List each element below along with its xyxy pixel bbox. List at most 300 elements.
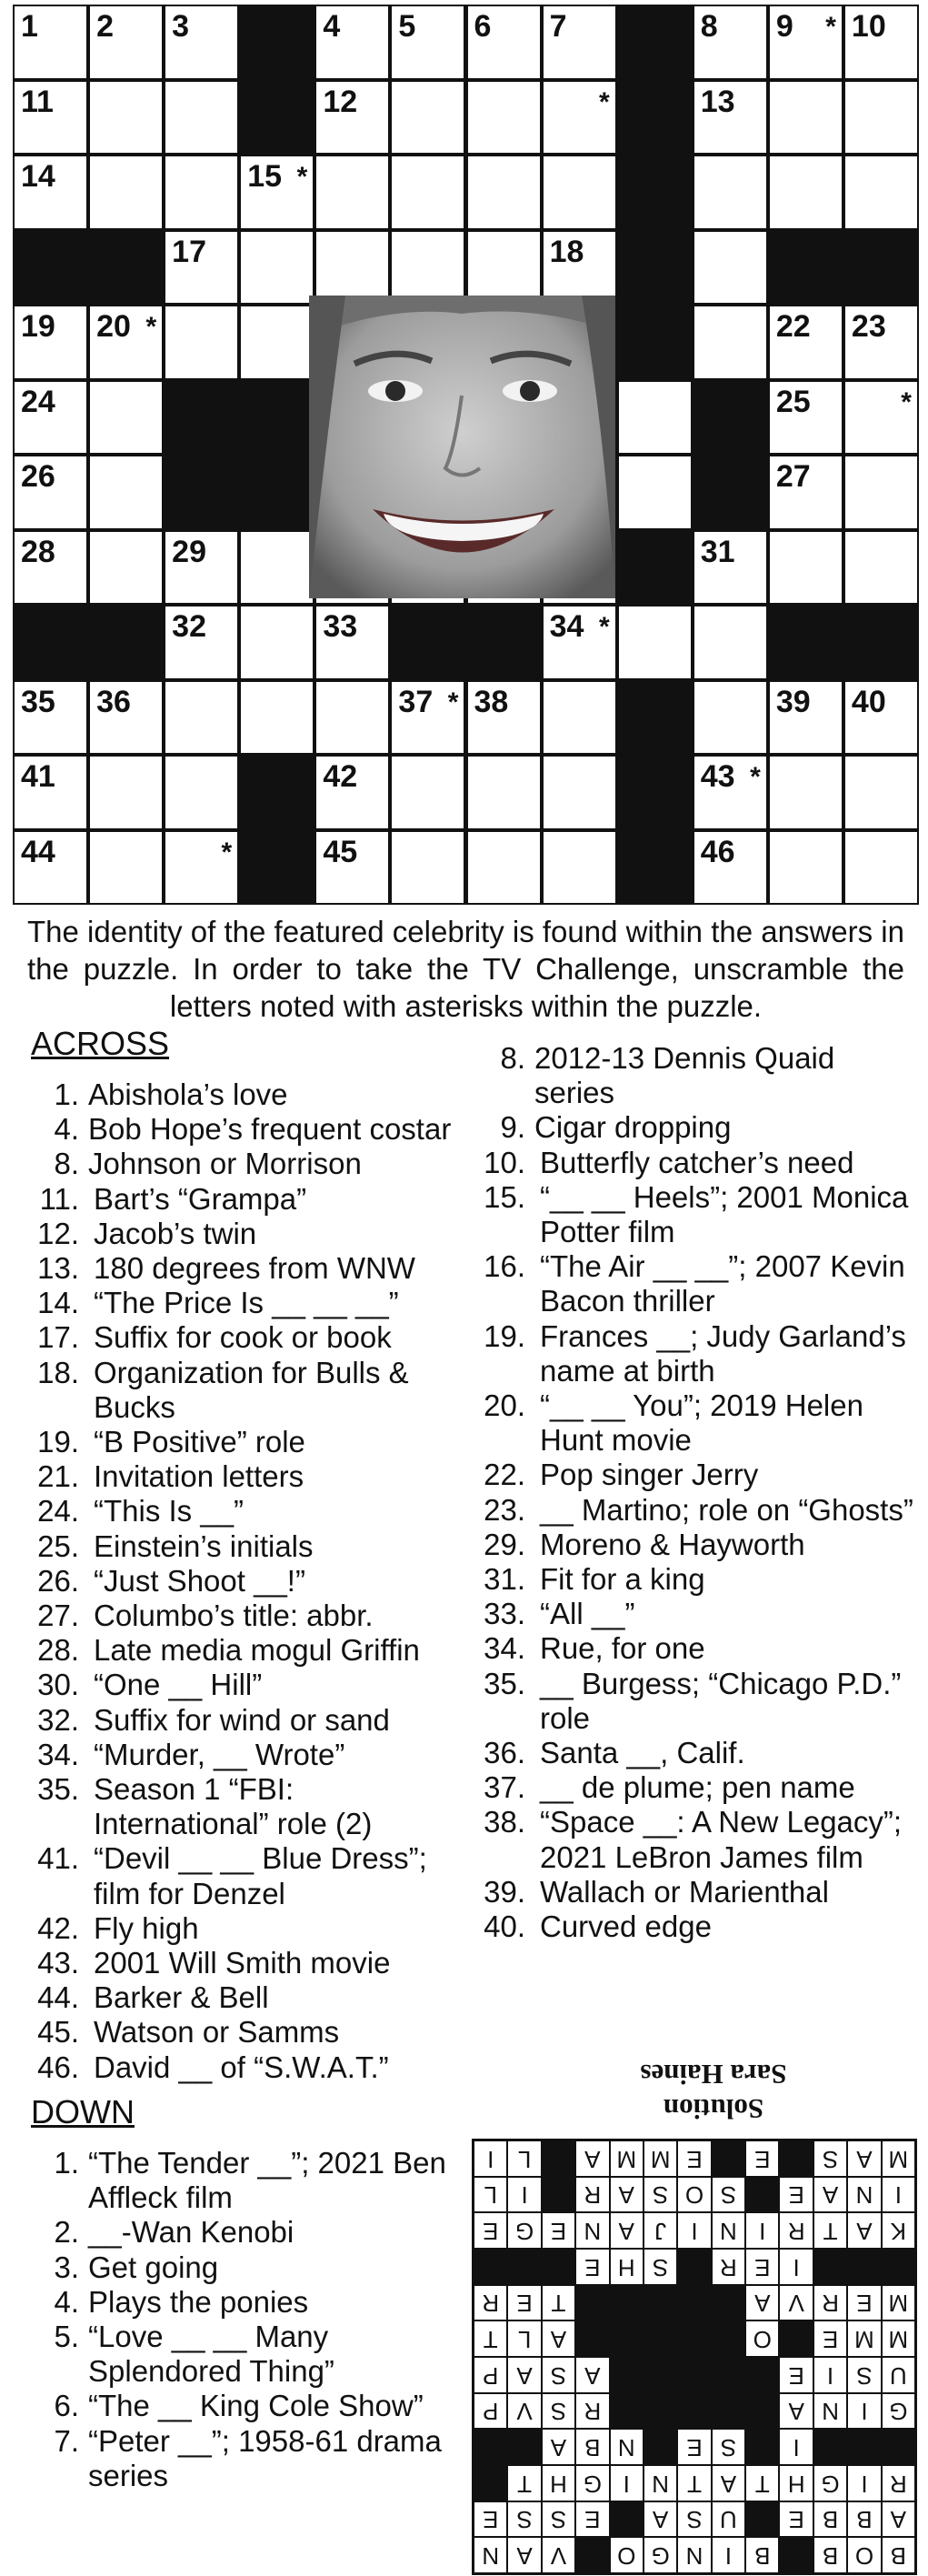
grid-cell[interactable]: [392, 757, 464, 828]
clue-number: 24: [21, 384, 55, 419]
clue-item: [31, 1494, 476, 1529]
clue-item-number: 8.: [54, 1147, 79, 1181]
clue-item: [31, 1946, 476, 1980]
grid-cell[interactable]: [845, 306, 917, 378]
grid-cell[interactable]: [90, 6, 162, 78]
clue-item-number: 33.: [484, 1597, 525, 1631]
solution-cell: T: [508, 2466, 540, 2501]
solution-cell: E: [678, 2430, 710, 2464]
clue-number: 17: [172, 234, 206, 269]
clue-number: 1: [21, 9, 38, 44]
clue-item-text: Get going: [88, 2250, 219, 2284]
clue-number: 46: [700, 834, 735, 869]
solution-cell: S: [543, 2358, 574, 2392]
clue-item: [477, 1388, 923, 1458]
solution-cell: G: [814, 2466, 846, 2501]
clue-number: 13: [700, 84, 735, 119]
clue-item-text: Bart’s “Grampa”: [94, 1181, 307, 1216]
grid-cell[interactable]: [316, 232, 388, 304]
grid-cell[interactable]: [845, 382, 917, 454]
clue-item-number: 22.: [484, 1458, 525, 1492]
across-clue-list: [31, 1078, 476, 2085]
solution-cell: A: [644, 2502, 676, 2537]
grid-cell[interactable]: [165, 82, 237, 154]
grid-cell[interactable]: [770, 682, 842, 754]
clue-item-text: Moreno & Hayworth: [540, 1527, 805, 1561]
clue-item-number: 34.: [484, 1631, 525, 1666]
grid-cell[interactable]: [544, 832, 615, 904]
grid-cell[interactable]: [316, 82, 388, 154]
clue-item: [477, 1667, 923, 1736]
grid-cell[interactable]: [241, 606, 313, 678]
solution-cell: I: [780, 2430, 812, 2464]
grid-cell[interactable]: [90, 532, 162, 604]
clue-item: [477, 1041, 923, 1110]
solution-cell: S: [543, 2394, 574, 2429]
clue-item: [31, 1459, 476, 1494]
clue-number: 25: [775, 384, 811, 419]
solution-cell: T: [746, 2466, 778, 2501]
clue-item: [31, 1112, 476, 1147]
clue-item-number: 6.: [54, 2389, 79, 2423]
clue-item: [477, 1146, 923, 1180]
clue-item-number: 11.: [39, 1181, 79, 1216]
grid-cell[interactable]: [392, 682, 464, 754]
clue-item-number: 30.: [37, 1668, 79, 1702]
down-heading: DOWN: [31, 2092, 135, 2130]
clue-item: [31, 1841, 476, 1910]
grid-cell[interactable]: [770, 156, 842, 228]
clue-item-text: __-Wan Kenobi: [88, 2215, 294, 2250]
grid-cell[interactable]: [770, 456, 842, 528]
clue-item-number: 15.: [484, 1179, 525, 1214]
solution-cell: A: [576, 2358, 608, 2392]
clue-item-number: 38.: [484, 1805, 525, 1839]
solution-cell: B: [576, 2430, 608, 2464]
grid-cell[interactable]: [165, 156, 237, 228]
clue-item: [477, 1770, 923, 1805]
clue-item: [31, 2389, 476, 2423]
grid-cell[interactable]: [15, 832, 86, 904]
clue-item: [31, 2215, 476, 2250]
clue-item: [477, 1562, 923, 1597]
grid-cell[interactable]: [165, 757, 237, 828]
grid-cell[interactable]: [90, 757, 162, 828]
grid-cell[interactable]: [845, 682, 917, 754]
solution-cell: A: [780, 2394, 812, 2429]
clue-item-text: 2012-13 Dennis Quaid series: [534, 1041, 835, 1110]
solution-cell: R: [814, 2286, 846, 2320]
clue-item-number: 12.: [37, 1216, 79, 1250]
clue-number: 34: [549, 609, 584, 644]
grid-cell[interactable]: [619, 606, 691, 678]
solution-cell: N: [644, 2466, 676, 2501]
clue-number: 15: [247, 159, 283, 194]
grid-cell[interactable]: [468, 232, 540, 304]
grid-cell[interactable]: [845, 532, 917, 604]
clue-number: 11: [21, 84, 54, 119]
clue-item-number: 46.: [37, 2050, 79, 2084]
clue-number: 2: [96, 9, 114, 44]
clue-number: 29: [172, 534, 206, 569]
clue-item-number: 39.: [484, 1874, 525, 1909]
grid-cell[interactable]: [15, 757, 86, 828]
clue-number: 10: [851, 9, 886, 44]
solution-cell: R: [883, 2466, 914, 2501]
grid-cell[interactable]: [468, 6, 540, 78]
clue-item: [477, 1528, 923, 1562]
grid-cell[interactable]: [165, 606, 237, 678]
clue-item-number: 43.: [37, 1946, 79, 1980]
clue-item-number: 41.: [37, 1841, 79, 1876]
clue-item-text: “__ __ You”; 2019 Helen Hunt movie: [540, 1388, 863, 1458]
grid-cell[interactable]: [392, 832, 464, 904]
clue-number: 23: [851, 309, 886, 344]
grid-cell[interactable]: [845, 757, 917, 828]
clue-item-text: __ Martino; role on “Ghosts”: [540, 1492, 913, 1527]
grid-cell[interactable]: [241, 156, 313, 228]
grid-cell[interactable]: [15, 6, 86, 78]
solution-cell: M: [644, 2141, 676, 2176]
grid-cell[interactable]: [90, 832, 162, 904]
grid-cell[interactable]: [15, 382, 86, 454]
solution-cell: V: [508, 2394, 540, 2429]
clue-number: 28: [21, 534, 55, 569]
grid-cell[interactable]: [845, 456, 917, 528]
grid-cell[interactable]: [694, 757, 766, 828]
clue-item-number: 1.: [54, 2145, 79, 2180]
clue-number: 19: [21, 309, 55, 344]
clue-item-text: 2001 Will Smith movie: [94, 1946, 391, 1980]
clue-item-text: “Love __ __ Many Splendored Thing”: [88, 2319, 334, 2389]
grid-cell[interactable]: [770, 532, 842, 604]
solution-cell: A: [746, 2286, 778, 2320]
grid-cell[interactable]: [15, 682, 86, 754]
clue-number: 6: [474, 9, 492, 44]
solution-cell: I: [883, 2178, 914, 2212]
solution-cell: M: [883, 2141, 914, 2176]
grid-cell[interactable]: [90, 682, 162, 754]
clue-item-text: Season 1 “FBI: International” role (2): [94, 1772, 373, 1841]
clue-item-text: 180 degrees from WNW: [94, 1251, 415, 1286]
solution-cell: A: [576, 2141, 608, 2176]
clue-item-text: Rue, for one: [540, 1631, 705, 1666]
grid-cell[interactable]: [544, 156, 615, 228]
grid-cell[interactable]: [544, 757, 615, 828]
grid-cell[interactable]: [165, 306, 237, 378]
solution-cell: E: [678, 2141, 710, 2176]
grid-cell[interactable]: [15, 82, 86, 154]
grid-cell[interactable]: [770, 306, 842, 378]
grid-cell[interactable]: [316, 757, 388, 828]
grid-cell[interactable]: [90, 456, 162, 528]
clue-item: [31, 1980, 476, 2015]
grid-cell[interactable]: [694, 306, 766, 378]
grid-cell[interactable]: [468, 757, 540, 828]
grid-cell[interactable]: [619, 382, 691, 454]
grid-cell[interactable]: [544, 606, 615, 678]
grid-cell[interactable]: [316, 6, 388, 78]
grid-cell[interactable]: [165, 232, 237, 304]
grid-cell[interactable]: [544, 682, 615, 754]
clue-number: 20: [96, 309, 131, 344]
clue-item-number: 40.: [484, 1909, 525, 1944]
grid-cell[interactable]: [468, 832, 540, 904]
clue-number: 3: [172, 9, 190, 44]
clue-item: [31, 2015, 476, 2050]
clue-item-number: 27.: [37, 1599, 79, 1633]
grid-cell[interactable]: [544, 82, 615, 154]
solution-cell: S: [713, 2430, 744, 2464]
grid-cell[interactable]: [694, 832, 766, 904]
clue-item: [31, 1529, 476, 1564]
solution-grid: [472, 2139, 917, 2575]
clue-item: [31, 1078, 476, 1112]
solution-cell: P: [474, 2358, 506, 2392]
clue-item-number: 19.: [37, 1425, 79, 1459]
asterisk-marker: *: [901, 386, 912, 417]
clue-item: [31, 1251, 476, 1286]
clue-item: [477, 1631, 923, 1666]
grid-cell[interactable]: [241, 532, 313, 604]
solution-cell: E: [576, 2250, 608, 2284]
solution-cell: P: [474, 2394, 506, 2429]
clue-item: [31, 2320, 476, 2389]
solution-cell: O: [746, 2321, 778, 2356]
clue-item-text: Butterfly catcher’s need: [540, 1145, 854, 1179]
grid-cell[interactable]: [316, 606, 388, 678]
clue-item-number: 28.: [37, 1633, 79, 1668]
solution-cell: H: [611, 2250, 643, 2284]
clue-number: 37: [398, 684, 434, 719]
solution-cell: G: [883, 2394, 914, 2429]
solution-cell: A: [713, 2466, 744, 2501]
grid-cell[interactable]: [90, 82, 162, 154]
grid-cell[interactable]: [770, 382, 842, 454]
clue-item-text: Frances __; Judy Garland’s name at birth: [540, 1318, 906, 1388]
clue-item-text: Organization for Bulls & Bucks: [94, 1355, 409, 1424]
grid-cell[interactable]: [468, 82, 540, 154]
clue-number: 26: [21, 459, 55, 494]
grid-cell[interactable]: [165, 6, 237, 78]
clue-item-number: 42.: [37, 1910, 79, 1945]
clue-item-text: Late media mogul Griffin: [94, 1633, 420, 1668]
grid-cell[interactable]: [845, 156, 917, 228]
clue-item-text: “The Tender __”; 2021 Ben Affleck film: [88, 2145, 446, 2215]
solution-cell: T: [474, 2321, 506, 2356]
solution-cell: B: [814, 2538, 846, 2572]
grid-cell[interactable]: [694, 682, 766, 754]
solution-cell: H: [543, 2466, 574, 2501]
clue-number: 4: [323, 9, 341, 44]
solution-cell: R: [576, 2394, 608, 2429]
clue-item-number: 35.: [37, 1772, 79, 1807]
clue-item-number: 19.: [484, 1318, 525, 1353]
grid-cell[interactable]: [694, 532, 766, 604]
grid-cell[interactable]: [694, 82, 766, 154]
grid-cell[interactable]: [316, 832, 388, 904]
grid-cell[interactable]: [694, 606, 766, 678]
clue-item: [31, 1703, 476, 1738]
down-clue-list-continued: [477, 1041, 923, 1944]
grid-cell[interactable]: [468, 682, 540, 754]
grid-cell[interactable]: [544, 6, 615, 78]
clue-item-number: 37.: [484, 1770, 525, 1805]
solution-cell: N: [713, 2213, 744, 2248]
grid-cell[interactable]: [468, 156, 540, 228]
grid-cell[interactable]: [392, 232, 464, 304]
clue-item: [31, 1320, 476, 1355]
solution-cell: J: [644, 2213, 676, 2248]
clue-item-number: 16.: [484, 1249, 525, 1284]
solution-cell: I: [814, 2358, 846, 2392]
clue-item-text: “All __”: [540, 1597, 635, 1631]
solution-cell: R: [713, 2250, 744, 2284]
grid-cell[interactable]: [165, 532, 237, 604]
clue-item-number: 4.: [54, 1112, 79, 1147]
grid-cell[interactable]: [770, 757, 842, 828]
grid-cell[interactable]: [316, 156, 388, 228]
grid-cell[interactable]: [392, 6, 464, 78]
grid-cell[interactable]: [15, 156, 86, 228]
grid-cell[interactable]: [15, 306, 86, 378]
clue-item: [31, 1217, 476, 1251]
clue-item: [477, 1736, 923, 1770]
clue-item-number: 31.: [484, 1562, 525, 1597]
grid-cell[interactable]: [845, 6, 917, 78]
clue-item-number: 14.: [37, 1286, 79, 1320]
clue-item: [31, 1633, 476, 1668]
clue-item: [477, 1875, 923, 1909]
clue-item-text: __ Burgess; “Chicago P.D.” role: [540, 1666, 902, 1735]
clue-number: 12: [323, 84, 358, 119]
clue-item-text: David __ of “S.W.A.T.”: [94, 2050, 389, 2084]
asterisk-marker: *: [598, 612, 610, 642]
clue-item-text: Santa __, Calif.: [540, 1736, 745, 1770]
clue-number: 27: [775, 459, 811, 494]
clue-item-text: “Space __: A New Legacy”; 2021 LeBron James film: [540, 1805, 903, 1874]
clue-item-text: “The Air __ __”; 2007 Kevin Bacon thriller: [540, 1249, 905, 1318]
grid-cell[interactable]: [90, 306, 162, 378]
solution-cell: T: [543, 2286, 574, 2320]
solution-cell: I: [474, 2141, 506, 2176]
grid-cell[interactable]: [544, 232, 615, 304]
clue-item-number: 20.: [484, 1388, 525, 1423]
clue-item-number: 13.: [37, 1251, 79, 1286]
clue-item: [31, 1772, 476, 1841]
clue-number: 45: [323, 834, 358, 869]
grid-cell[interactable]: [241, 232, 313, 304]
solution-cell: B: [814, 2502, 846, 2537]
clue-item-text: Watson or Samms: [94, 2015, 340, 2050]
clue-number: 43: [700, 759, 735, 794]
solution-cell: A: [543, 2430, 574, 2464]
solution-cell: I: [611, 2466, 643, 2501]
clue-item: [31, 1286, 476, 1320]
grid-cell[interactable]: [165, 682, 237, 754]
grid-cell[interactable]: [845, 82, 917, 154]
clue-item-text: Einstein’s initials: [94, 1529, 314, 1563]
clue-item-text: Bob Hope’s frequent costar: [88, 1112, 452, 1147]
grid-cell[interactable]: [392, 82, 464, 154]
clue-item: [31, 1599, 476, 1633]
solution-cell: O: [611, 2538, 643, 2572]
grid-cell[interactable]: [241, 682, 313, 754]
grid-cell[interactable]: [316, 682, 388, 754]
solution-cell: S: [543, 2502, 574, 2537]
grid-cell[interactable]: [90, 156, 162, 228]
grid-cell[interactable]: [15, 532, 86, 604]
clue-item-number: 10.: [484, 1145, 525, 1179]
grid-cell[interactable]: [770, 6, 842, 78]
grid-cell[interactable]: [694, 156, 766, 228]
solution-cell: N: [848, 2178, 880, 2212]
solution-cell: R: [474, 2286, 506, 2320]
clue-item: [31, 1147, 476, 1181]
grid-cell[interactable]: [90, 382, 162, 454]
asterisk-marker: *: [598, 86, 610, 117]
solution-cell: E: [848, 2286, 880, 2320]
grid-cell[interactable]: [770, 82, 842, 154]
clue-number: 8: [700, 9, 718, 44]
solution-cell: O: [678, 2178, 710, 2212]
solution-cell: L: [474, 2178, 506, 2212]
grid-cell[interactable]: [165, 832, 237, 904]
solution-cell: E: [780, 2358, 812, 2392]
clue-item: [477, 1458, 923, 1492]
clue-item-number: 5.: [54, 2319, 79, 2353]
clue-number: 31: [700, 534, 735, 569]
clue-item-number: 32.: [37, 1702, 79, 1737]
clue-item-text: Pop singer Jerry: [540, 1458, 759, 1492]
clue-item-text: Abishola’s love: [88, 1078, 288, 1111]
solution-cell: G: [508, 2213, 540, 2248]
clue-item: [31, 1425, 476, 1459]
clue-item: [31, 1564, 476, 1599]
grid-cell[interactable]: [15, 456, 86, 528]
clue-item-text: Invitation letters: [94, 1459, 304, 1494]
grid-cell[interactable]: [694, 232, 766, 304]
solution-cell: M: [611, 2141, 643, 2176]
clue-item: [31, 2146, 476, 2215]
solution-heading: [582, 2057, 845, 2126]
clue-item-text: “Murder, __ Wrote”: [94, 1737, 345, 1771]
grid-cell[interactable]: [619, 456, 691, 528]
solution-cell: N: [611, 2430, 643, 2464]
clue-item-text: “B Positive” role: [94, 1425, 305, 1459]
clue-item-text: Columbo’s title: abbr.: [94, 1599, 374, 1633]
clue-item-number: 17.: [37, 1320, 79, 1355]
clue-item: [477, 1319, 923, 1388]
solution-cell: I: [848, 2394, 880, 2429]
solution-cell: V: [780, 2286, 812, 2320]
clue-item: [31, 2050, 476, 2085]
grid-cell[interactable]: [770, 832, 842, 904]
grid-cell[interactable]: [392, 156, 464, 228]
solution-cell: M: [883, 2321, 914, 2356]
clue-number: 14: [21, 159, 55, 194]
grid-cell[interactable]: [845, 832, 917, 904]
solution-cell: O: [848, 2538, 880, 2572]
clue-item-text: “This Is __”: [94, 1494, 244, 1529]
clue-number: 33: [323, 609, 358, 644]
grid-cell[interactable]: [694, 6, 766, 78]
solution-cell: S: [713, 2178, 744, 2212]
grid-cell[interactable]: [241, 306, 313, 378]
clue-item-text: “The Price Is __ __ __”: [94, 1286, 399, 1320]
solution-cell: A: [814, 2178, 846, 2212]
solution-cell: I: [746, 2213, 778, 2248]
